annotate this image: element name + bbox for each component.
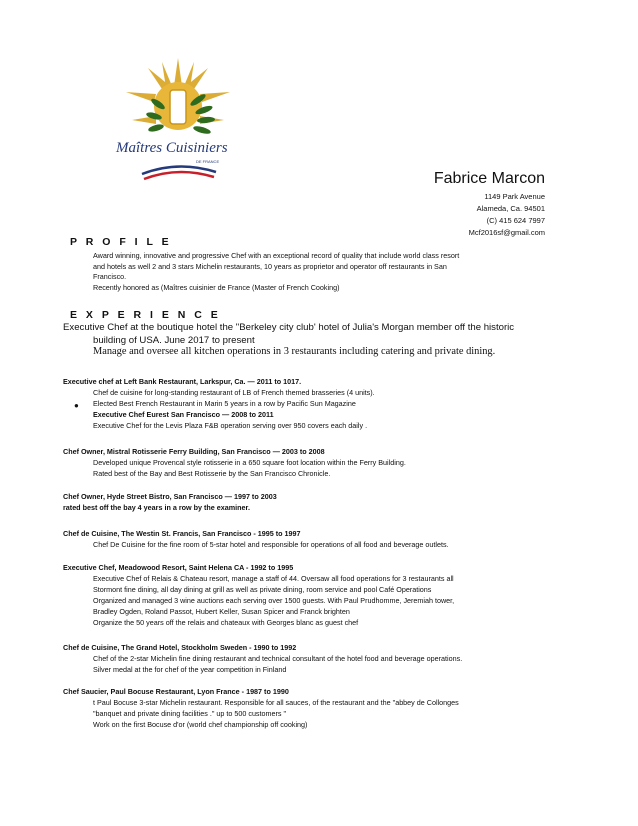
profile-line: Award winning, innovative and progressive Chef with an exceptional record of quality that include world class resort (93, 251, 460, 260)
applicant-name: Fabrice Marcon (433, 170, 545, 187)
bullet-icon: ● (74, 401, 79, 410)
job-title: Executive chef at Left Bank Restaurant, Larkspur, Ca. — 2011 to 1017. (63, 377, 302, 386)
job-description: Rated best of the Bay and Best Rotisserie by the San Francisco Chronicle. (93, 469, 331, 478)
address-city: Alameda, Ca. 94501 (476, 204, 545, 213)
job-title: Executive Chef, Meadowood Resort, Saint Helena CA - 1992 to 1995 (63, 563, 294, 572)
job-description: Chef de cuisine for long-standing restaurant of LB of French themed brasseries (4 units). (93, 388, 375, 397)
job-title: Chef Saucier, Paul Bocuse Restaurant, Lyon France - 1987 to 1990 (63, 687, 289, 696)
experience-intro-line: building of USA. June 2017 to present (93, 335, 255, 346)
job-title: Chef Owner, Mistral Rotisserie Ferry Building, San Francisco — 2003 to 2008 (63, 447, 325, 456)
job-title: Chef de Cuisine, The Grand Hotel, Stockholm Sweden - 1990 to 1992 (63, 643, 297, 652)
experience-intro-line: Manage and oversee all kitchen operations in 3 restaurants including catering and private dining. (93, 346, 496, 357)
job-description: Organized and managed 3 wine auctions each serving over 1500 guests. With Paul Prudhomme, Jeremiah tower, (93, 596, 455, 605)
job-description: Silver medal at the for chef of the year competition in Finland (93, 665, 287, 674)
maitres-cuisiniers-logo (112, 56, 244, 188)
logo-subtext: DE FRANCE (196, 159, 220, 164)
job-description: Elected Best French Restaurant in Marin 5 years in a row by Pacific Sun Magazine (93, 399, 356, 408)
profile-line: and hotels as well 2 and 3 stars Michelin restaurants, 10 years as proprietor and operator off restaurants in San (93, 261, 447, 271)
logo-text: Maîtres Cuisiniers (116, 140, 228, 156)
job-description: t Paul Bocuse 3-star Michelin restaurant. Responsible for all sauces, of the restaurant and the "abbey de Collonges (93, 698, 459, 707)
job-description: rated best off the bay 4 years in a row by the examiner. (63, 503, 250, 512)
job-title: Chef Owner, Hyde Street Bistro, San Francisco — 1997 to 2003 (63, 492, 277, 501)
contact-block (469, 191, 545, 239)
job-description: Chef of the 2-star Michelin fine dining restaurant and technical consultant of the hotel food and beverage operations. (93, 654, 463, 663)
phone-number: (C) 415 624 7997 (486, 216, 545, 225)
job-description: "banquet and private dining facilities ." up to 500 customers " (93, 709, 287, 718)
job-description: Stormont fine dining, all day dining at grill as well as private dining, room service and pool Café Operations (93, 585, 432, 594)
email-address: Mcf2016sf@gmail.com (468, 228, 545, 237)
job-description: Chef De Cuisine for the fine room of 5-star hotel and responsible for operations of all food and beverage outlets. (93, 540, 449, 549)
job-description: Executive Chef of Relais & Chateau resort, manage a staff of 44. Oversaw all food operations for 3 restaurants all (93, 574, 454, 583)
job-description: Bradley Ogden, Roland Passot, Hubert Keller, Susan Spicer and Franck brighten (93, 607, 350, 616)
experience-heading: E X P E R I E N C E (70, 309, 221, 321)
profile-text (93, 251, 459, 294)
job-description: Executive Chef for the Levis Plaza F&B operation serving over 950 covers each daily . (93, 421, 368, 430)
address-street: 1149 Park Avenue (484, 192, 545, 201)
job-description: Work on the first Bocuse d'or (world chef championship off cooking) (93, 720, 308, 729)
profile-heading: P R O F I L E (70, 236, 172, 248)
job-subtitle: Executive Chef Eurest San Francisco — 2008 to 2011 (93, 410, 274, 419)
experience-intro-line: Executive Chef at the boutique hotel the "Berkeley city club' hotel of Julia's Morgan member off the historic (63, 322, 515, 333)
profile-line: Francisco. (93, 272, 127, 282)
job-description: Developed unique Provencal style rotisserie in a 650 square foot location within the Ferry Building. (93, 458, 406, 467)
job-title: Chef de Cuisine, The Westin St. Francis, San Francisco - 1995 to 1997 (63, 529, 301, 538)
profile-line: Recently honored as (Maîtres cuisinier de France (Master of French Cooking) (93, 283, 340, 293)
job-description: Organize the 50 years off the relais and chateaux with Georges blanc as guest chef (93, 618, 359, 627)
